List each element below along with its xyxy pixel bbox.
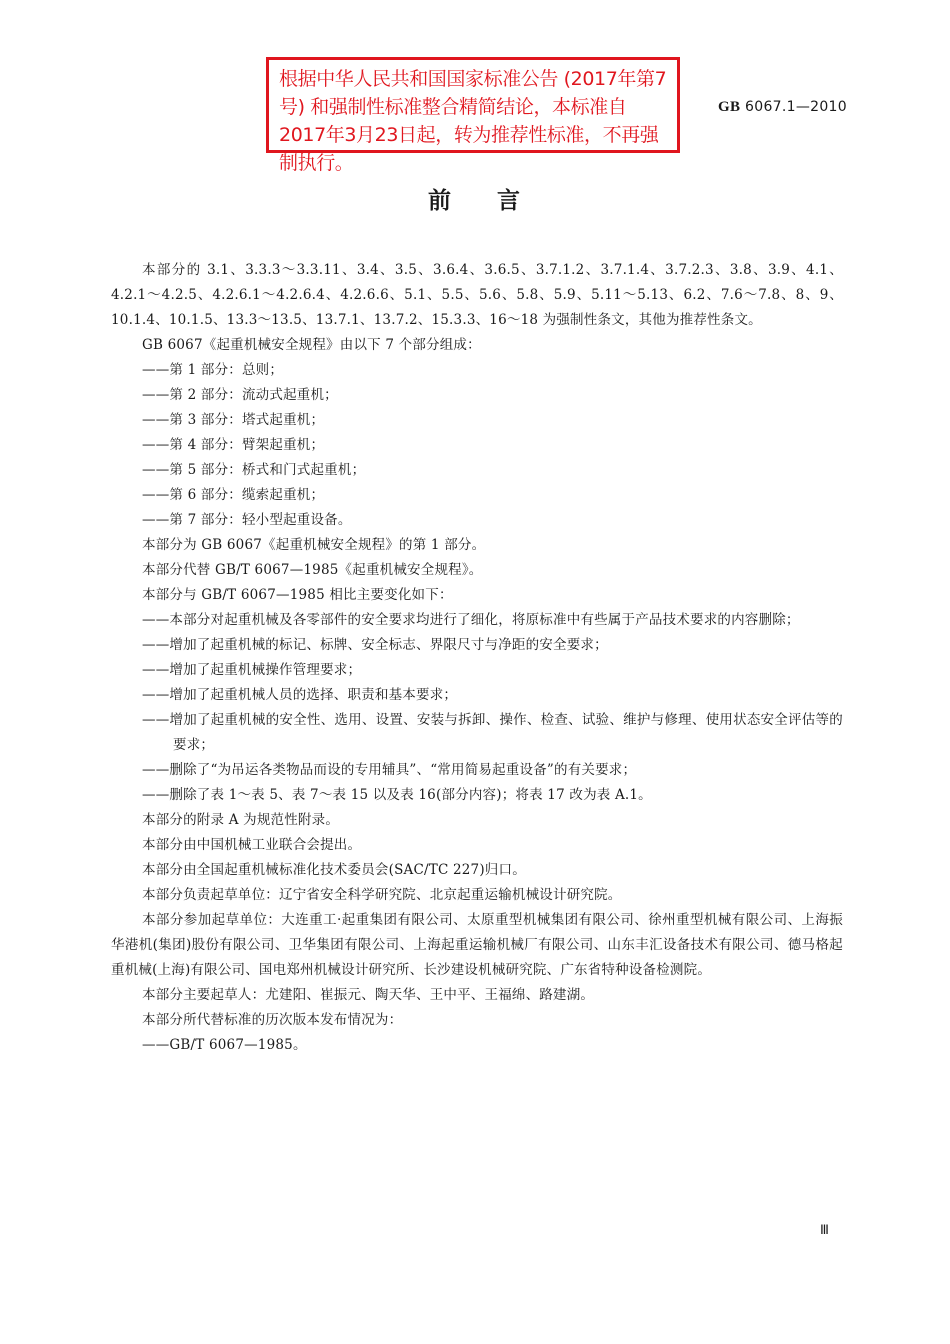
mandatory-clauses-paragraph: 本部分的 3.1、3.3.3～3.3.11、3.4、3.5、3.6.4、3.6.5、3.7.1.2、3.7.1.4、3.7.2.3、3.8、3.9、4.1、4.2.1～4.2.5、4.2.6.1～4.2.6.4、4.2.6.6、5.1、5.5、5.6、5.8、5.9、5.11～5.13、6.2、7.6～7.8、8、9、10.1.4、10.1.5、13.3～13.5、13.7.1、13.7.2、15.3.3、16～18 为强制性条文，其他为推荐性条文。 (111, 262, 843, 328)
parts-list-item: ——第 1 部分：总则； (142, 362, 284, 378)
proposed-by-paragraph: 本部分由中国机械工业联合会提出。 (142, 837, 362, 853)
standard-number: 6067.1—2010 (745, 99, 847, 115)
parts-intro: GB 6067《起重机械安全规程》由以下 7 个部分组成： (142, 337, 481, 353)
history-list-item: ——GB/T 6067—1985。 (142, 1037, 307, 1053)
replaces-paragraph: 本部分代替 GB/T 6067—1985《起重机械安全规程》。 (142, 562, 483, 578)
parts-list-item: ——第 2 部分：流动式起重机； (142, 387, 338, 403)
changes-list-item: ——本部分对起重机械及各零部件的安全要求均进行了细化，将原标准中有些属于产品技术要求的内容删除； (142, 612, 800, 628)
parts-list-item: ——第 3 部分：塔式起重机； (142, 412, 325, 428)
page-title (0, 182, 950, 215)
is-part-paragraph: 本部分为 GB 6067《起重机械安全规程》的第 1 部分。 (142, 537, 486, 553)
parts-list-item: ——第 7 部分：轻小型起重设备。 (142, 512, 352, 528)
repeal-notice-box (266, 57, 680, 174)
changes-list-item: ——增加了起重机械的安全性、选用、设置、安装与拆卸、操作、检查、试验、维护与修理、使用状态安全评估等的要求； (142, 712, 843, 753)
parts-list-item: ——第 6 部分：缆索起重机； (142, 487, 325, 503)
repeal-notice-text: 根据中华人民共和国国家标准公告 (2017年第7号) 和强制性标准整合精简结论，本标准自2017年3月23日起，转为推荐性标准，不再强制执行。 (279, 68, 667, 174)
page-title-part-2: 言 (497, 188, 522, 214)
changes-intro: 本部分与 GB/T 6067—1985 相比主要变化如下： (142, 587, 453, 603)
drafters-paragraph: 本部分主要起草人：尤建阳、崔振元、陶天华、王中平、王福绵、路建湖。 (142, 987, 595, 1003)
foreword-body (111, 258, 843, 1058)
page-number: Ⅲ (820, 1222, 829, 1237)
changes-list-item: ——增加了起重机械人员的选择、职责和基本要求； (142, 687, 458, 703)
parts-list-item: ——第 4 部分：臂架起重机； (142, 437, 325, 453)
changes-list-item: ——增加了起重机械操作管理要求； (142, 662, 362, 678)
centralized-by-paragraph: 本部分由全国起重机械标准化技术委员会(SAC/TC 227)归口。 (142, 862, 526, 878)
page-title-part-1: 前 (428, 188, 453, 214)
changes-list-item: ——删除了“为吊运各类物品而设的专用辅具”、“常用简易起重设备”的有关要求； (142, 762, 637, 778)
changes-list-item: ——删除了表 1～表 5、表 7～表 15 以及表 16(部分内容)；将表 17 改为表 A.1。 (142, 787, 652, 803)
parts-list-item: ——第 5 部分：桥式和门式起重机； (142, 462, 366, 478)
participating-units-paragraph: 本部分参加起草单位：大连重工·起重集团有限公司、太原重型机械集团有限公司、徐州重型机械有限公司、上海振华港机(集团)股份有限公司、卫华集团有限公司、上海起重运输机械厂有限公司、山东丰汇设备技术有限公司、德马格起重机械(上海)有限公司、国电郑州机械设计研究所、长沙建设机械研究院、广东省特种设备检测院。 (111, 912, 843, 978)
annex-paragraph: 本部分的附录 A 为规范性附录。 (142, 812, 340, 828)
standard-prefix: GB (718, 99, 741, 115)
history-intro: 本部分所代替标准的历次版本发布情况为： (142, 1012, 403, 1028)
changes-list-item: ——增加了起重机械的标记、标牌、安全标志、界限尺寸与净距的安全要求； (142, 637, 608, 653)
drafting-units-paragraph: 本部分负责起草单位：辽宁省安全科学研究院、北京起重运输机械设计研究院。 (142, 887, 622, 903)
standard-code (718, 99, 847, 116)
